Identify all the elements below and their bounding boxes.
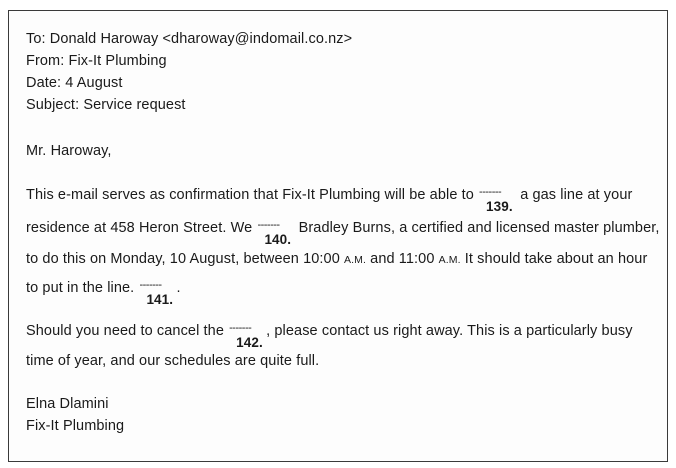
to-line: To: Donald Haroway <dharoway@indomail.co.nz> bbox=[26, 31, 353, 47]
email-document bbox=[8, 10, 668, 462]
signature-company: Fix-It Plumbing bbox=[26, 418, 125, 434]
body-line-1 bbox=[26, 186, 633, 214]
text-segment: to put in the line. bbox=[26, 280, 135, 296]
text-segment: , please contact us right away. This is a particularly busy bbox=[266, 323, 633, 339]
from-line: From: Fix-It Plumbing bbox=[26, 53, 167, 69]
text-segment: Bradley Burns, a certified and licensed master plumber, bbox=[298, 220, 660, 236]
text-segment: Should you need to cancel the bbox=[26, 323, 224, 339]
text-segment: and 11:00 bbox=[370, 251, 435, 267]
body-line-3 bbox=[26, 251, 647, 267]
date-line: Date: 4 August bbox=[26, 75, 123, 91]
body-line-4 bbox=[26, 279, 181, 307]
text-segment: This e-mail serves as confirmation that Fix-It Plumbing will be able to bbox=[26, 187, 474, 203]
body-line-6: time of year, and our schedules are quite full. bbox=[26, 353, 320, 369]
text-segment: a gas line at your bbox=[520, 187, 633, 203]
blank-dash: ------- bbox=[479, 186, 502, 198]
body-line-2 bbox=[26, 219, 660, 247]
am-label: A.M. bbox=[344, 254, 367, 266]
question-number: 140. bbox=[264, 232, 292, 247]
text-segment: to do this on Monday, 10 August, between 10:00 bbox=[26, 251, 340, 267]
blank-140 bbox=[257, 219, 293, 247]
text-segment: . bbox=[176, 280, 181, 296]
subject-line: Subject: Service request bbox=[26, 97, 186, 113]
blank-139 bbox=[479, 186, 515, 214]
greeting: Mr. Haroway, bbox=[26, 143, 112, 159]
question-number: 142. bbox=[236, 335, 263, 350]
blank-142 bbox=[229, 322, 265, 350]
blank-dash: ------- bbox=[229, 322, 252, 334]
blank-dash: ------- bbox=[257, 219, 280, 231]
blank-141 bbox=[139, 279, 175, 307]
signature-name: Elna Dlamini bbox=[26, 396, 109, 412]
am-label: A.M. bbox=[438, 254, 461, 266]
blank-dash: ------- bbox=[139, 279, 162, 291]
text-segment: residence at 458 Heron Street. We bbox=[26, 220, 253, 236]
question-number: 141. bbox=[146, 292, 174, 307]
text-segment: It should take about an hour bbox=[464, 251, 648, 267]
body-line-5 bbox=[26, 322, 633, 350]
question-number: 139. bbox=[486, 199, 513, 214]
